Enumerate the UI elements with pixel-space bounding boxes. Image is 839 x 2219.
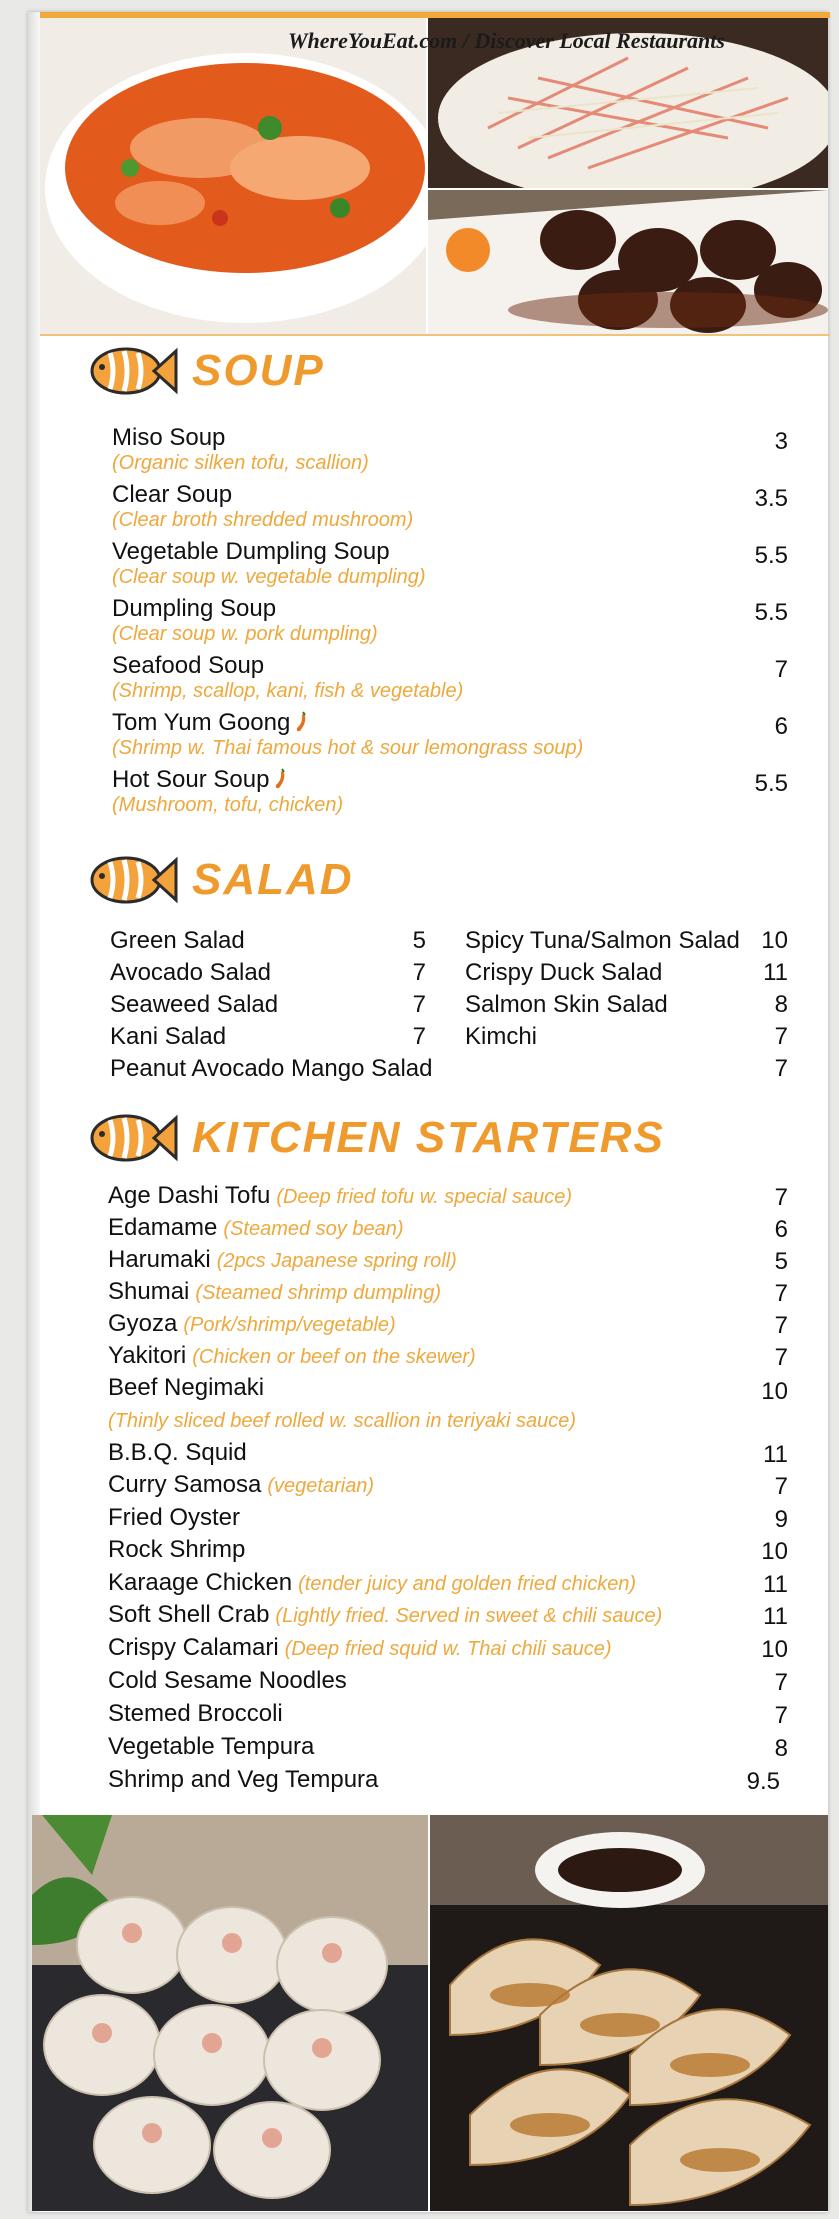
starter-item-desc: (vegetarian) — [267, 1475, 375, 1497]
salad-item-name: Peanut Avocado Mango Salad — [110, 1055, 433, 1082]
starter-item — [108, 1439, 253, 1467]
starter-item-name: Shrimp and Veg Tempura — [108, 1766, 379, 1793]
starter-item-price: 7 — [774, 1473, 788, 1500]
fish-icon — [88, 343, 178, 399]
starter-item — [108, 1601, 662, 1629]
chili-pepper-icon — [294, 711, 308, 733]
starter-item — [108, 1667, 353, 1695]
photo-gyoza — [430, 1815, 828, 2211]
starter-item-name: Gyoza — [108, 1310, 178, 1337]
starter-item-price: 11 — [763, 1603, 788, 1630]
starter-item-name: Rock Shrimp — [108, 1536, 246, 1563]
header-divider — [40, 334, 830, 336]
salad-item-price: 11 — [763, 959, 788, 986]
salad-item-price: 7 — [774, 1055, 788, 1082]
starter-item-desc: (2pcs Japanese spring roll) — [216, 1250, 457, 1272]
starter-item-price: 7 — [774, 1702, 788, 1729]
salad-item-name: Crispy Duck Salad — [465, 959, 663, 986]
starter-item-name: Fried Oyster — [108, 1504, 241, 1531]
starter-item-price: 7 — [774, 1669, 788, 1696]
soup-item-desc: (Shrimp w. Thai famous hot & sour lemongrass soup) — [112, 737, 584, 759]
starter-item — [108, 1471, 374, 1499]
starter-item — [108, 1504, 246, 1532]
soup-item-name: Miso Soup — [112, 424, 226, 451]
soup-item-desc: (Mushroom, tofu, chicken) — [112, 794, 344, 816]
fish-icon — [88, 852, 178, 908]
salad-item-price: 7 — [412, 1023, 426, 1050]
starter-item — [108, 1182, 572, 1210]
soup-item-name: Tom Yum Goong — [112, 709, 291, 736]
watermark-text: WhereYouEat.com / Discover Local Restaurants — [288, 28, 725, 53]
salad-item-price: 7 — [774, 1023, 788, 1050]
salad-item-name: Green Salad — [110, 927, 245, 954]
starter-item-name: Yakitori — [108, 1342, 187, 1369]
starter-item-desc: (Steamed shrimp dumpling) — [195, 1282, 442, 1304]
soup-item-price: 6 — [774, 713, 788, 740]
salad-item-name: Spicy Tuna/Salmon Salad — [465, 927, 740, 954]
starter-item-desc: (Deep fried tofu w. special sauce) — [276, 1186, 573, 1208]
starter-item — [108, 1246, 457, 1274]
soup-item-name: Seafood Soup — [112, 652, 265, 679]
section-title-salad: SALAD — [192, 855, 354, 904]
soup-item-desc: (Clear soup w. vegetable dumpling) — [112, 566, 426, 588]
section-header-salad — [88, 852, 354, 908]
starter-item — [108, 1536, 251, 1564]
starter-item-price: 7 — [774, 1344, 788, 1371]
salad-item-price: 7 — [412, 991, 426, 1018]
soup-item-row-spicy — [112, 709, 308, 737]
salad-item-price: 10 — [761, 927, 788, 954]
soup-item-name: Vegetable Dumpling Soup — [112, 538, 390, 565]
soup-item-name: Clear Soup — [112, 481, 233, 508]
salad-item-price: 8 — [774, 991, 788, 1018]
soup-item-price: 3 — [774, 428, 788, 455]
section-header-starters — [88, 1110, 665, 1166]
salad-item-name: Avocado Salad — [110, 959, 272, 986]
starter-item-desc: (Thinly sliced beef rolled w. scallion in teriyaki sauce) — [108, 1410, 576, 1432]
starter-item-desc: (Deep fried squid w. Thai chili sauce) — [284, 1638, 612, 1660]
photo-beef-negimaki — [428, 190, 828, 334]
starter-item — [108, 1278, 441, 1306]
starter-item-price: 11 — [763, 1571, 788, 1598]
soup-item-desc: (Shrimp, scallop, kani, fish & vegetable) — [112, 680, 464, 702]
soup-item-price: 7 — [774, 656, 788, 683]
soup-item-name: Dumpling Soup — [112, 595, 277, 622]
starter-item-price: 7 — [774, 1280, 788, 1307]
soup-item-name: Hot Sour Soup — [112, 766, 270, 793]
starter-item-name: Edamame — [108, 1214, 218, 1241]
salad-item-name: Kani Salad — [110, 1023, 227, 1050]
starter-item-desc: (Pork/shrimp/vegetable) — [183, 1314, 396, 1336]
starter-item-name: Karaage Chicken — [108, 1569, 293, 1596]
starter-item — [108, 1634, 612, 1662]
salad-item-name: Seaweed Salad — [110, 991, 279, 1018]
chili-pepper-icon — [273, 768, 287, 790]
salad-item-name: Salmon Skin Salad — [465, 991, 668, 1018]
soup-item-desc: (Organic silken tofu, scallion) — [112, 452, 369, 474]
salad-item-name: Kimchi — [465, 1023, 538, 1050]
top-accent-bar — [40, 12, 830, 18]
starter-item-name: Curry Samosa — [108, 1471, 262, 1498]
starter-item-price: 8 — [774, 1735, 788, 1762]
starter-item-name: Age Dashi Tofu — [108, 1182, 271, 1209]
starter-item — [108, 1569, 636, 1597]
salad-item-price: 5 — [412, 927, 426, 954]
starter-item — [108, 1700, 289, 1728]
starter-item-price: 7 — [774, 1312, 788, 1339]
starter-item-desc: (tender juicy and golden fried chicken) — [298, 1573, 637, 1595]
soup-item-desc: (Clear broth shredded mushroom) — [112, 509, 414, 531]
starter-item — [108, 1310, 396, 1338]
starter-item — [108, 1766, 384, 1794]
starter-item-name: Crispy Calamari — [108, 1634, 279, 1661]
soup-item-price: 3.5 — [754, 485, 788, 512]
starter-item-price: 9.5 — [746, 1768, 780, 1795]
starter-item-price: 10 — [761, 1538, 788, 1565]
starter-item-price: 9 — [774, 1506, 788, 1533]
soup-item-price: 5.5 — [754, 542, 788, 569]
salad-item-price: 7 — [412, 959, 426, 986]
soup-item-price: 5.5 — [754, 599, 788, 626]
starter-item — [108, 1342, 476, 1370]
starter-item-price: 5 — [774, 1248, 788, 1275]
starter-item-name: Shumai — [108, 1278, 190, 1305]
starter-item-name: Harumaki — [108, 1246, 211, 1273]
starter-item — [108, 1214, 404, 1242]
starter-item-price: 10 — [761, 1636, 788, 1663]
soup-item-price: 5.5 — [754, 770, 788, 797]
starter-item-price: 10 — [761, 1378, 788, 1405]
starter-item-price: 11 — [763, 1441, 788, 1468]
soup-item-row-spicy — [112, 766, 287, 794]
starter-item — [108, 1733, 320, 1761]
starter-item-name: B.B.Q. Squid — [108, 1439, 247, 1466]
starter-item-name: Cold Sesame Noodles — [108, 1667, 347, 1694]
starter-item-price: 6 — [774, 1216, 788, 1243]
starter-item-desc: (Chicken or beef on the skewer) — [192, 1346, 476, 1368]
starter-item-name: Vegetable Tempura — [108, 1733, 315, 1760]
soup-item-desc: (Clear soup w. pork dumpling) — [112, 623, 378, 645]
starter-item-price: 7 — [774, 1184, 788, 1211]
fish-icon — [88, 1110, 178, 1166]
starter-item-desc: (Steamed soy bean) — [223, 1218, 404, 1240]
starter-item-desc: (Lightly fried. Served in sweet & chili sauce) — [275, 1605, 663, 1627]
starter-item — [108, 1374, 270, 1402]
starter-item-name: Beef Negimaki — [108, 1374, 265, 1401]
section-title-soup: SOUP — [192, 346, 325, 395]
section-title-starters: KITCHEN STARTERS — [192, 1113, 665, 1162]
section-header-soup — [88, 343, 325, 399]
starter-item-name: Stemed Broccoli — [108, 1700, 283, 1727]
starter-item-name: Soft Shell Crab — [108, 1601, 270, 1628]
photo-tom-yum-soup — [40, 18, 426, 334]
photo-shumai — [32, 1815, 428, 2211]
